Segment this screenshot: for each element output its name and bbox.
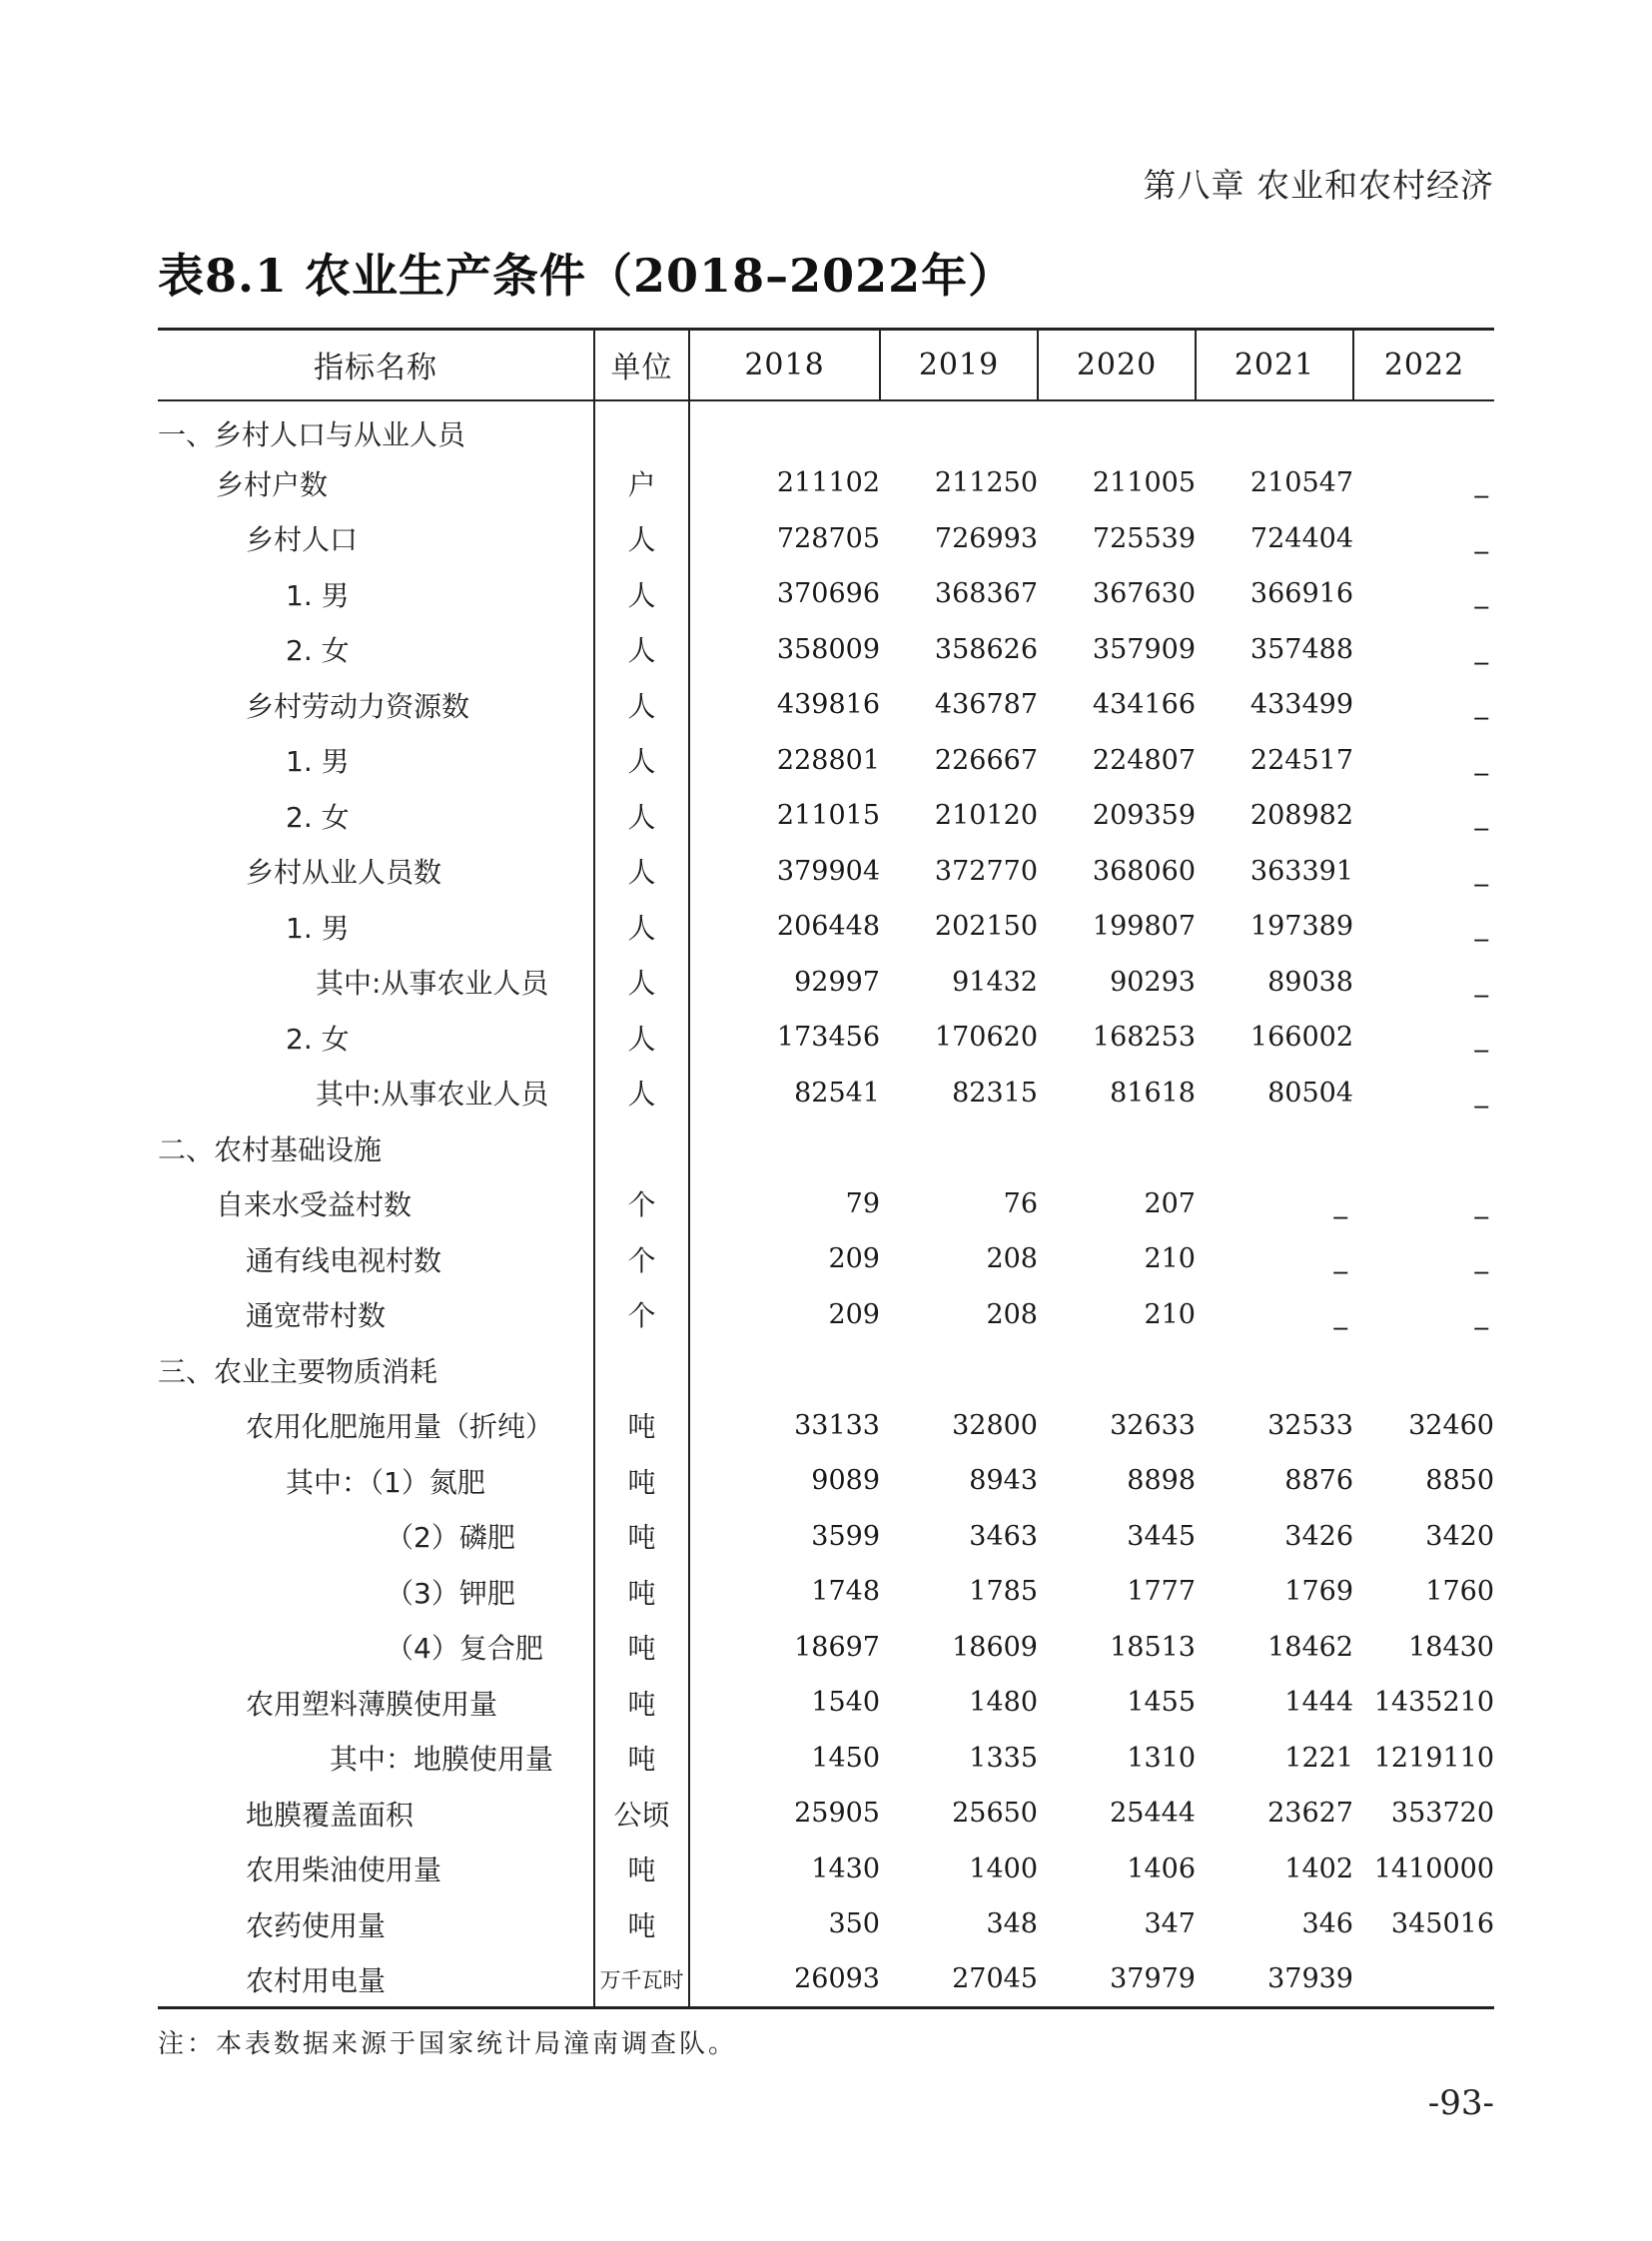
row-label: 地膜覆盖面积 (246, 1798, 414, 1832)
cell-2019: 170620 (934, 1022, 1038, 1054)
cell-2020: 347 (1144, 1908, 1196, 1940)
table-title: 表8.1 农业生产条件（2018–2022年） (158, 249, 1016, 303)
row-unit: 人 (594, 955, 689, 1011)
cell-2018: 1540 (811, 1687, 880, 1719)
row-unit: 人 (594, 788, 689, 844)
cell-2020: 357909 (1092, 633, 1196, 665)
cell-2018: 358009 (776, 633, 880, 665)
row-label: 2. 女 (286, 800, 350, 834)
cell-2022: 1219110 (1373, 1742, 1494, 1774)
cell-2021: 724404 (1249, 522, 1353, 554)
page-number: -93- (1427, 2083, 1494, 2123)
row-unit: 吨 (594, 1842, 689, 1897)
cell-2020: 367630 (1092, 578, 1196, 610)
cell-2018: 209 (828, 1298, 880, 1330)
row-unit: 吨 (594, 1453, 689, 1509)
row-label: 三、农业主要物质消耗 (158, 1354, 438, 1388)
cell-2019: 211250 (934, 467, 1038, 499)
cell-2019: 82315 (952, 1077, 1038, 1109)
row-label: 乡村人口 (246, 523, 359, 557)
row-unit: 吨 (594, 1398, 689, 1454)
cell-2022: 1410000 (1373, 1853, 1494, 1884)
table-row (158, 1731, 1494, 1787)
cell-2021: 18462 (1267, 1631, 1353, 1663)
cell-2019: 1400 (969, 1853, 1038, 1884)
cell-2018: 728705 (776, 522, 880, 554)
cell-2021: 89038 (1267, 966, 1353, 998)
cell-2019: 76 (1003, 1187, 1038, 1219)
row-label: 自来水受益村数 (216, 1188, 413, 1222)
cell-2022: 1760 (1425, 1576, 1494, 1608)
table-row (158, 455, 1494, 511)
cell-2020: 211005 (1092, 467, 1196, 499)
table-row (158, 566, 1494, 622)
cell-2021: 208982 (1249, 800, 1353, 832)
cell-2020: 18513 (1110, 1631, 1196, 1663)
cell-2020 (1038, 400, 1196, 456)
row-label: 其中:从事农业人员 (316, 967, 549, 1001)
table-row (158, 1231, 1494, 1287)
row-label: 二、农村基础设施 (158, 1132, 383, 1166)
table-row (158, 1509, 1494, 1565)
cell-2021: 166002 (1249, 1022, 1353, 1054)
cell-2018: 439816 (776, 689, 880, 721)
row-unit (594, 1120, 689, 1176)
table-row (158, 788, 1494, 844)
row-label: 通宽带村数 (246, 1299, 387, 1333)
cell-2021: 32533 (1267, 1409, 1353, 1441)
row-label: 农用化肥施用量（折纯） (246, 1410, 554, 1444)
cell-2018: 33133 (794, 1409, 880, 1441)
cell-2018: 379904 (776, 855, 880, 887)
cell-2022: _ (1474, 1187, 1488, 1219)
chapter-header: 第八章 农业和农村经济 (1143, 166, 1494, 205)
table-row (158, 1896, 1494, 1952)
cell-2021: 8876 (1284, 1465, 1353, 1497)
table-row (158, 1952, 1494, 2008)
cell-2021: 224517 (1249, 744, 1353, 776)
cell-2022: _ (1474, 578, 1488, 610)
row-label: 农用塑料薄膜使用量 (246, 1687, 498, 1721)
cell-2022: _ (1474, 1243, 1488, 1275)
row-unit: 个 (594, 1231, 689, 1287)
row-unit: 人 (594, 677, 689, 733)
cell-2022: _ (1474, 966, 1488, 998)
row-label: 2. 女 (286, 1022, 350, 1056)
cell-2020: 90293 (1110, 966, 1196, 998)
cell-2022 (1353, 1952, 1494, 2008)
row-unit: 人 (594, 566, 689, 622)
row-unit (594, 400, 689, 456)
cell-2019: 436787 (934, 689, 1038, 721)
cell-2020: 25444 (1110, 1798, 1196, 1830)
row-label: 乡村从业人员数 (246, 856, 442, 890)
row-unit (594, 1342, 689, 1398)
agri-conditions-table (158, 328, 1494, 2009)
cell-2018: 25905 (794, 1798, 880, 1830)
column-header-2021: 2021 (1196, 330, 1353, 400)
row-unit: 人 (594, 1010, 689, 1066)
cell-2022: 353720 (1390, 1798, 1494, 1830)
cell-2020: 224807 (1092, 744, 1196, 776)
cell-2018: 350 (828, 1908, 880, 1940)
cell-2018: 1430 (811, 1853, 880, 1884)
cell-2020: 199807 (1092, 911, 1196, 943)
cell-2022: _ (1474, 800, 1488, 832)
row-label: 通有线电视村数 (246, 1243, 442, 1277)
row-label: 其中:从事农业人员 (316, 1078, 549, 1112)
cell-2022: _ (1474, 633, 1488, 665)
cell-2018: 211102 (776, 467, 880, 499)
table-row (158, 1342, 1494, 1398)
cell-2018: 82541 (794, 1077, 880, 1109)
row-label: （2）磷肥 (386, 1521, 515, 1555)
cell-2018 (689, 1120, 880, 1176)
row-unit: 万千瓦时 (594, 1952, 689, 2008)
table-row (158, 1010, 1494, 1066)
cell-2021: 210547 (1249, 467, 1353, 499)
cell-2020: 32633 (1110, 1409, 1196, 1441)
cell-2021: 1221 (1284, 1742, 1353, 1774)
cell-2018 (689, 1342, 880, 1398)
table-row (158, 677, 1494, 733)
cell-2018: 1450 (811, 1742, 880, 1774)
cell-2019: 1335 (969, 1742, 1038, 1774)
cell-2020: 434166 (1092, 689, 1196, 721)
cell-2019: 27045 (880, 1952, 1038, 2008)
cell-2021: 80504 (1267, 1077, 1353, 1109)
column-header-2020: 2020 (1038, 330, 1196, 400)
cell-2020: 1455 (1127, 1687, 1196, 1719)
cell-2021: 363391 (1249, 855, 1353, 887)
table-row (158, 622, 1494, 678)
cell-2018: 3599 (811, 1520, 880, 1552)
cell-2021: 3426 (1284, 1520, 1353, 1552)
row-unit: 个 (594, 1176, 689, 1232)
cell-2022: _ (1474, 522, 1488, 554)
cell-2022 (1353, 1120, 1494, 1176)
cell-2018: 370696 (776, 578, 880, 610)
table-row (158, 1176, 1494, 1232)
table-row (158, 1620, 1494, 1676)
row-unit: 人 (594, 622, 689, 678)
cell-2021: 433499 (1249, 689, 1353, 721)
cell-2021: _ (1333, 1187, 1347, 1219)
cell-2020: 368060 (1092, 855, 1196, 887)
cell-2019 (880, 1342, 1038, 1398)
cell-2018: 206448 (776, 911, 880, 943)
table-row (158, 733, 1494, 789)
row-label: 一、乡村人口与从业人员 (158, 417, 466, 451)
cell-2021 (1196, 400, 1353, 456)
table-row (158, 1453, 1494, 1509)
cell-2020: 210 (1144, 1298, 1196, 1330)
row-label: 农药使用量 (246, 1908, 387, 1942)
table-row (158, 511, 1494, 567)
column-header-2018: 2018 (689, 330, 880, 400)
cell-2019: 91432 (952, 966, 1038, 998)
cell-2019: 32800 (952, 1409, 1038, 1441)
cell-2021 (1196, 1342, 1353, 1398)
row-unit: 吨 (594, 1509, 689, 1565)
cell-2022: _ (1474, 1077, 1488, 1109)
cell-2021: 1402 (1284, 1853, 1353, 1884)
cell-2019: 210120 (934, 800, 1038, 832)
row-label: 乡村劳动力资源数 (246, 689, 470, 723)
row-unit: 人 (594, 733, 689, 789)
cell-2021: 23627 (1267, 1798, 1353, 1830)
row-label: 乡村户数 (216, 467, 329, 501)
row-label: 农村用电量 (158, 1952, 594, 2008)
table-row (158, 1842, 1494, 1897)
row-label: 其中：地膜使用量 (330, 1743, 554, 1777)
cell-2018: 228801 (776, 744, 880, 776)
table-row (158, 844, 1494, 900)
cell-2019: 368367 (934, 578, 1038, 610)
cell-2021 (1196, 1120, 1353, 1176)
cell-2022: 32460 (1408, 1409, 1494, 1441)
cell-2022 (1353, 400, 1494, 456)
cell-2018: 79 (845, 1187, 880, 1219)
cell-2020: 8898 (1127, 1465, 1196, 1497)
cell-2021: _ (1333, 1298, 1347, 1330)
row-unit: 人 (594, 844, 689, 900)
cell-2022: 345016 (1390, 1908, 1494, 1940)
cell-2018: 26093 (689, 1952, 880, 2008)
cell-2020: 81618 (1110, 1077, 1196, 1109)
cell-2020: 1406 (1127, 1853, 1196, 1884)
table-row (158, 1287, 1494, 1343)
row-unit: 人 (594, 1066, 689, 1121)
cell-2022: 8850 (1425, 1465, 1494, 1497)
cell-2021: 197389 (1249, 911, 1353, 943)
column-header-2022: 2022 (1353, 330, 1494, 400)
cell-2018: 18697 (794, 1631, 880, 1663)
cell-2019: 1785 (969, 1576, 1038, 1608)
cell-2019: 18609 (952, 1631, 1038, 1663)
cell-2022: 18430 (1408, 1631, 1494, 1663)
cell-2020: 209359 (1092, 800, 1196, 832)
cell-2020: 725539 (1092, 522, 1196, 554)
row-unit: 个 (594, 1287, 689, 1343)
cell-2019: 372770 (934, 855, 1038, 887)
cell-2022: _ (1474, 1022, 1488, 1054)
cell-2018: 211015 (776, 800, 880, 832)
cell-2021: 366916 (1249, 578, 1353, 610)
cell-2019: 25650 (952, 1798, 1038, 1830)
column-header-name: 指标名称 (158, 330, 594, 400)
row-label: 农用柴油使用量 (246, 1854, 442, 1887)
row-label: 2. 女 (286, 634, 350, 668)
cell-2019: 348 (986, 1908, 1038, 1940)
cell-2020 (1038, 1120, 1196, 1176)
table-row (158, 1564, 1494, 1620)
data-table-container (158, 328, 1494, 2009)
cell-2019: 208 (986, 1243, 1038, 1275)
cell-2019: 726993 (934, 522, 1038, 554)
cell-2018: 173456 (776, 1022, 880, 1054)
cell-2019: 1480 (969, 1687, 1038, 1719)
row-unit: 户 (594, 455, 689, 511)
cell-2020: 1310 (1127, 1742, 1196, 1774)
table-row (158, 1398, 1494, 1454)
cell-2022: _ (1474, 1298, 1488, 1330)
cell-2020 (1038, 1342, 1196, 1398)
cell-2019: 8943 (969, 1465, 1038, 1497)
table-row (158, 1786, 1494, 1842)
cell-2022: 1435210 (1373, 1687, 1494, 1719)
row-unit: 吨 (594, 1564, 689, 1620)
cell-2020: 168253 (1092, 1022, 1196, 1054)
cell-2018: 9089 (811, 1465, 880, 1497)
cell-2018 (689, 400, 880, 456)
row-label: 1. 男 (286, 745, 350, 779)
row-unit: 吨 (594, 1896, 689, 1952)
cell-2019 (880, 400, 1038, 456)
cell-2020: 210 (1144, 1243, 1196, 1275)
cell-2019 (880, 1120, 1038, 1176)
cell-2019: 202150 (934, 911, 1038, 943)
table-header-row (158, 330, 1494, 400)
row-label: 其中：（1）氮肥 (286, 1465, 485, 1499)
cell-2018: 209 (828, 1243, 880, 1275)
cell-2018: 92997 (794, 966, 880, 998)
cell-2021: 1769 (1284, 1576, 1353, 1608)
cell-2020: 3445 (1127, 1520, 1196, 1552)
cell-2020: 207 (1144, 1187, 1196, 1219)
cell-2022: _ (1474, 855, 1488, 887)
row-label: （3）钾肥 (386, 1576, 515, 1610)
cell-2019: 226667 (934, 744, 1038, 776)
column-header-2019: 2019 (880, 330, 1038, 400)
row-unit: 吨 (594, 1675, 689, 1731)
row-unit: 人 (594, 511, 689, 567)
cell-2021: 37939 (1196, 1952, 1353, 2008)
cell-2019: 3463 (969, 1520, 1038, 1552)
cell-2022: _ (1474, 467, 1488, 499)
source-note: 注：本表数据来源于国家统计局潼南调查队。 (158, 2029, 738, 2059)
cell-2022: _ (1474, 911, 1488, 943)
cell-2020: 1777 (1127, 1576, 1196, 1608)
cell-2019: 358626 (934, 633, 1038, 665)
table-row (158, 1066, 1494, 1121)
row-unit: 人 (594, 899, 689, 955)
row-unit: 吨 (594, 1731, 689, 1787)
cell-2018: 1748 (811, 1576, 880, 1608)
table-row (158, 955, 1494, 1011)
row-unit: 公顷 (594, 1786, 689, 1842)
cell-2022: _ (1474, 744, 1488, 776)
table-row (158, 899, 1494, 955)
table-row (158, 1120, 1494, 1176)
table-row (158, 1675, 1494, 1731)
row-label: （4）复合肥 (386, 1632, 543, 1666)
column-header-unit: 单位 (594, 330, 689, 400)
row-label: 1. 男 (286, 911, 350, 945)
cell-2022: _ (1474, 689, 1488, 721)
cell-2021: 1444 (1284, 1687, 1353, 1719)
cell-2019: 208 (986, 1298, 1038, 1330)
cell-2021: 346 (1301, 1908, 1353, 1940)
row-label: 1. 男 (286, 578, 350, 612)
cell-2020: 37979 (1038, 1952, 1196, 2008)
cell-2021: _ (1333, 1243, 1347, 1275)
row-unit: 吨 (594, 1620, 689, 1676)
cell-2022 (1353, 1342, 1494, 1398)
cell-2022: 3420 (1425, 1520, 1494, 1552)
cell-2021: 357488 (1249, 633, 1353, 665)
table-body (158, 400, 1494, 2008)
table-row (158, 400, 1494, 456)
